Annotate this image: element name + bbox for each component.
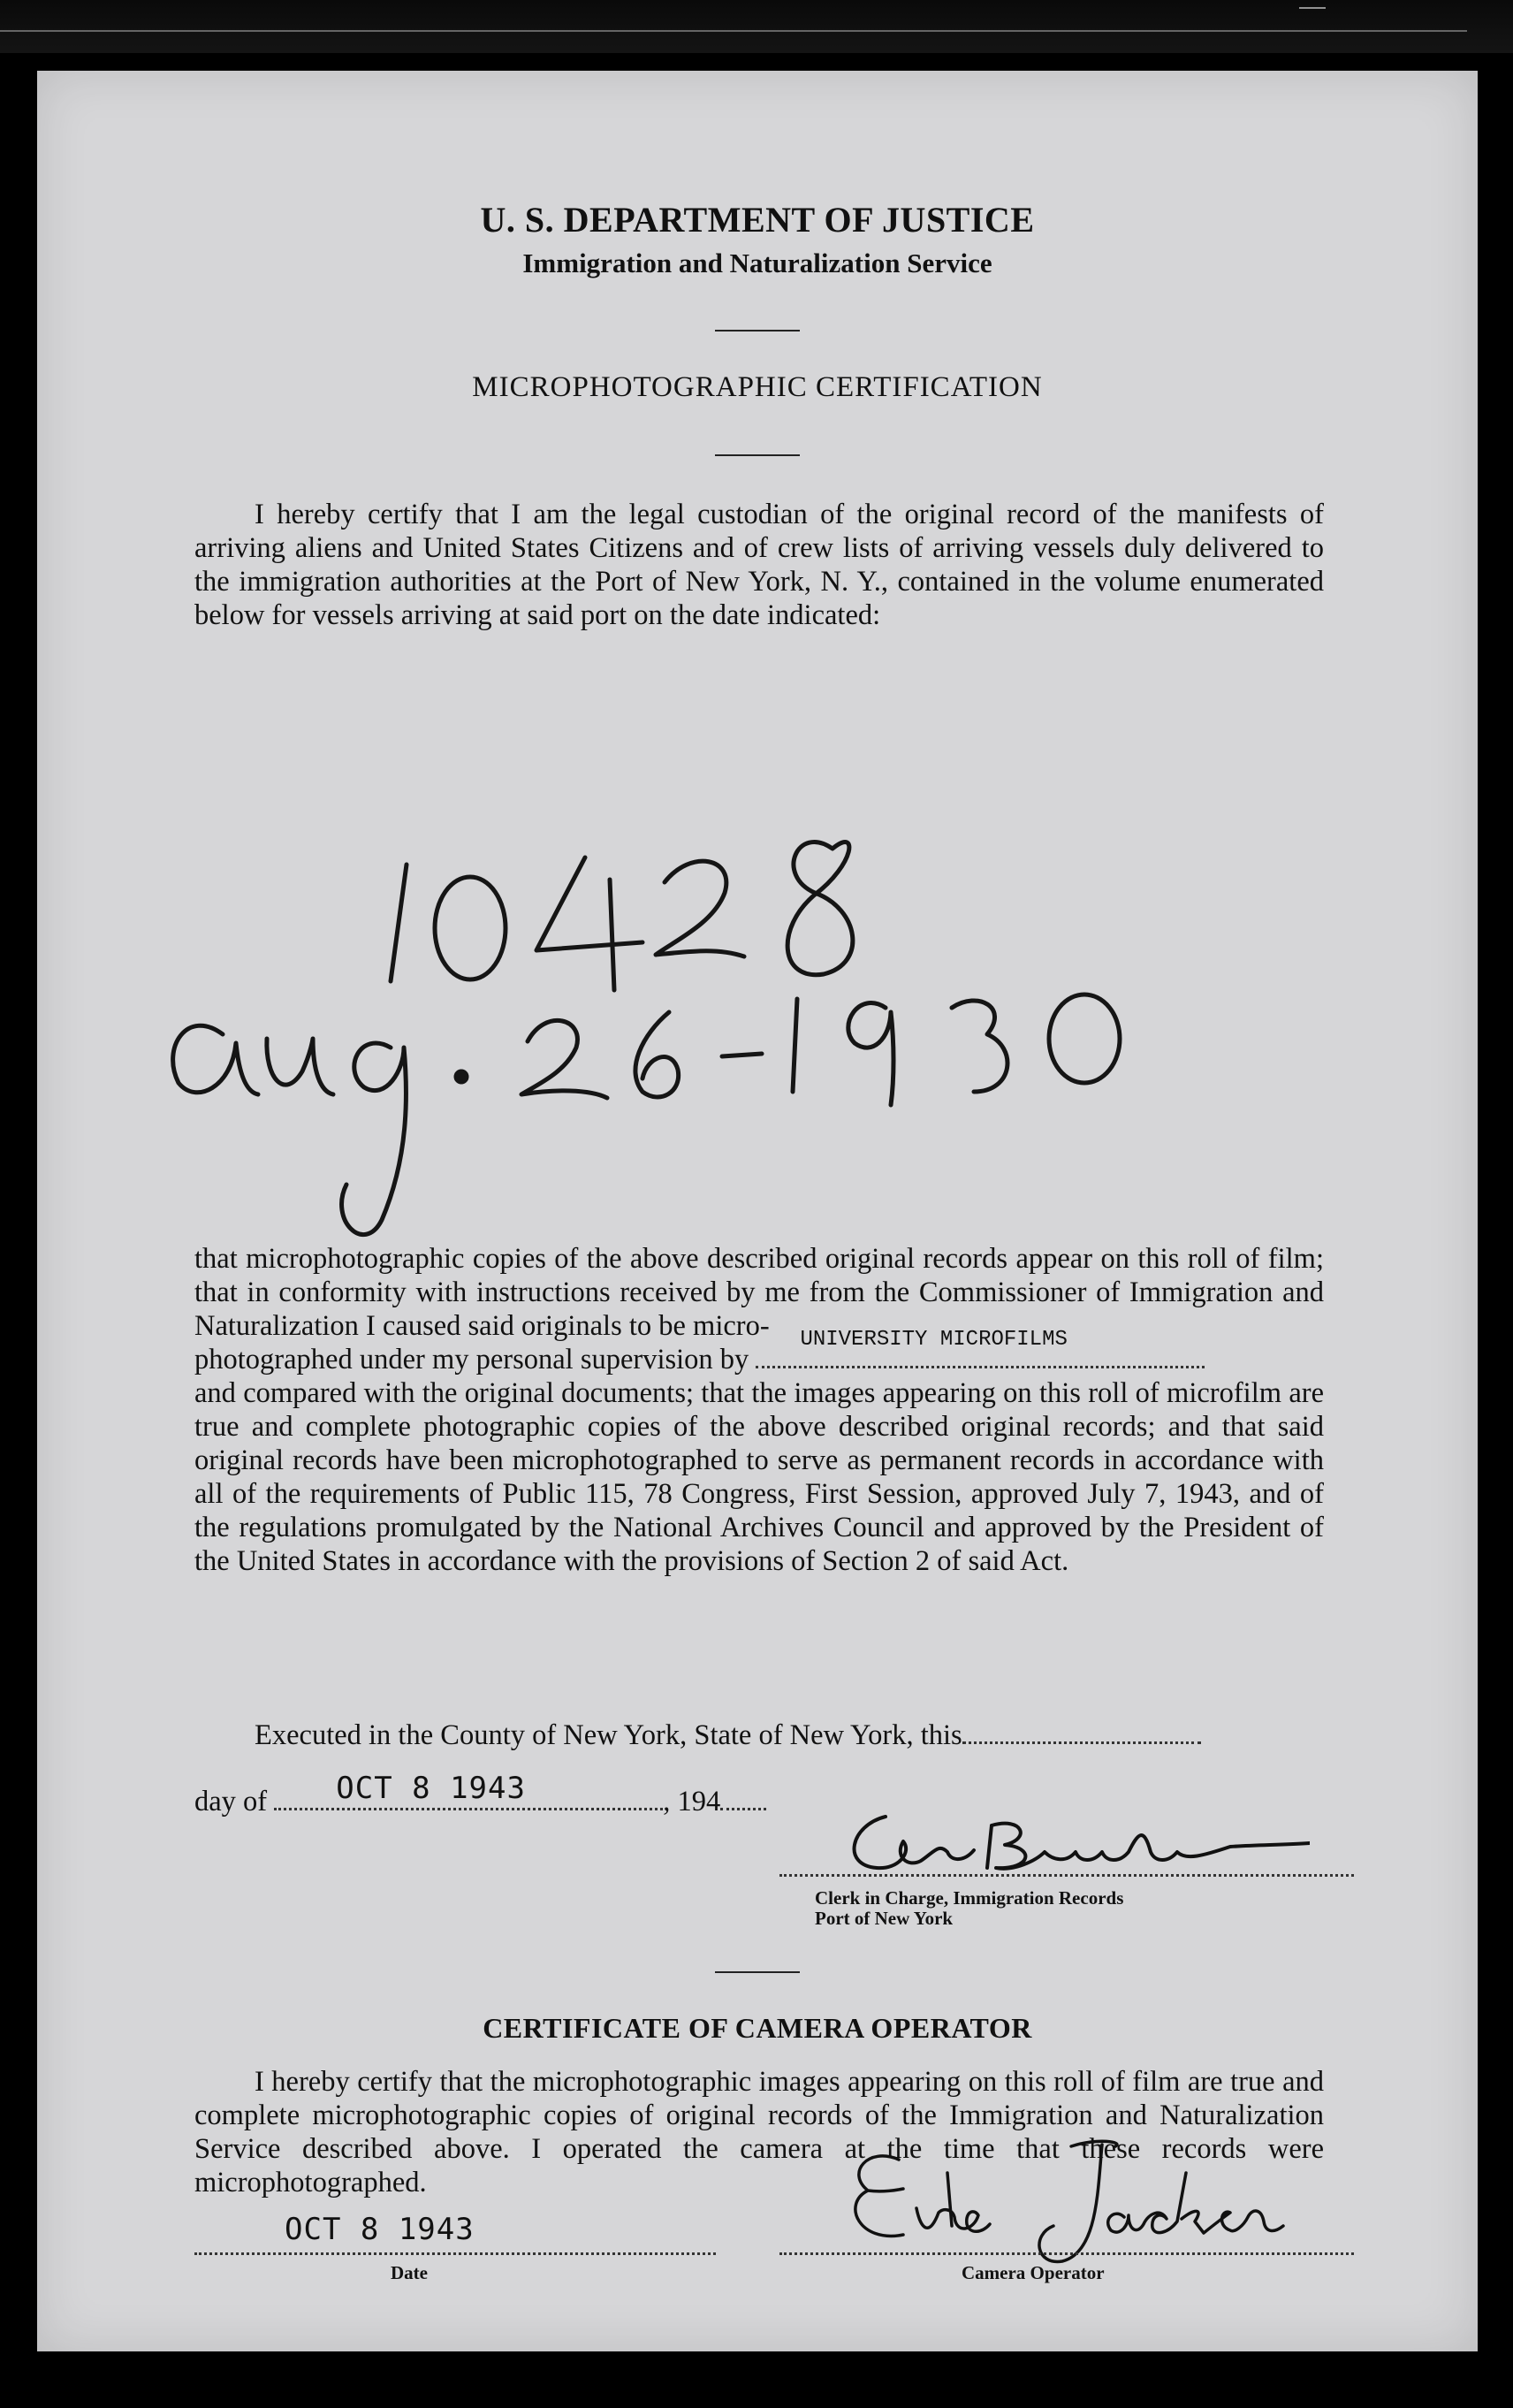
- body-text-part1: that microphotographic copies of the above described original records appear on this roll of film; that in conformity with instructions received by me from the Commissioner of Immigration and Naturalization I caused said originals to be micro-: [194, 1243, 1324, 1342]
- signature-stroke: [916, 2208, 990, 2231]
- handwritten-period: [456, 1071, 467, 1082]
- supervision-prefix: photographed under my personal supervision by: [194, 1344, 749, 1375]
- handwritten-digit-4: [536, 857, 642, 990]
- handwritten-dash: [722, 1054, 762, 1056]
- department-title: U. S. DEPARTMENT OF JUSTICE: [480, 200, 1035, 240]
- operator-text: I hereby certify that the microphotographic images appearing on this roll of film are true and complete microphotographic copies of original records of the Immigration and Naturalization Service described above. I operated the camera at the time that these records were microphotographed.: [194, 2066, 1324, 2198]
- signature-stroke: [1039, 2141, 1117, 2261]
- year-prefix: , 194: [663, 1786, 721, 1817]
- handwritten-digit-9: [848, 1003, 893, 1105]
- executed-day-field: [962, 1720, 1201, 1744]
- handwritten-digit-1b: [793, 999, 797, 1092]
- film-edge-strip: [0, 0, 1513, 53]
- certificate-sheet: [37, 71, 1478, 2351]
- operator-signature-line: [779, 2252, 1354, 2255]
- body-text-part2: and compared with the original documents; that the images appearing on this roll of microfilm are true and complete photographic copies of the above described original records; and that said original records have been microphotographed to serve as permanent records in accordance with all of the requirements of Public 115, 78 Congress, First Session, approved July 7, 1943, and of the regulations promulgated by the National Archives Council and approved by the President of the United States in accordance with the provisions of Section 2 of said Act.: [194, 1377, 1324, 1577]
- signature-stroke: [947, 2173, 952, 2226]
- divider: [715, 330, 800, 331]
- handwritten-digit-2b: [521, 1020, 607, 1098]
- handwritten-digit-0: [435, 877, 506, 979]
- camera-operator-caption: Camera Operator: [962, 2262, 1105, 2283]
- intro-paragraph: [194, 498, 1324, 632]
- signature-stroke: [1108, 2173, 1283, 2233]
- body-paragraph: [194, 1242, 1324, 1578]
- clerk-caption-port: Port of New York: [815, 1908, 954, 1929]
- clerk-caption-title: Clerk in Charge, Immigration Records: [815, 1887, 1124, 1909]
- handwritten-letter-g: [342, 1043, 407, 1235]
- year-field: [720, 1787, 766, 1810]
- handwritten-entry: [125, 743, 1274, 1255]
- intro-text: I hereby certify that I am the legal custodian of the original record of the manifests of arriving aliens and United States Citizens and of crew lists of arriving vessels duly delivered to the immigration authorities at the Port of New York, N. Y., contained in the volume enumerated below for vessels arriving at said port on the date indicated:: [194, 499, 1324, 631]
- day-of-line: [194, 1771, 766, 1818]
- signature-stroke: [855, 1817, 974, 1868]
- signature-stroke: [987, 1824, 1310, 1869]
- handwritten-digit-6: [635, 1012, 679, 1097]
- film-mark: [1299, 7, 1326, 9]
- handwritten-digit-8: [787, 842, 853, 975]
- day-of-label: day of: [194, 1786, 268, 1817]
- handwritten-digit-3: [952, 1001, 1007, 1092]
- film-scratch: [0, 30, 1467, 32]
- signature-stroke: [855, 2156, 903, 2236]
- divider: [715, 454, 800, 456]
- certification-title: MICROPHOTOGRAPHIC CERTIFICATION: [472, 371, 1043, 403]
- handwritten-letter-a: [173, 1025, 258, 1094]
- supervision-line: [194, 1328, 1324, 1376]
- execution-date-stamp: OCT 8 1943: [336, 1771, 526, 1806]
- clerk-signature: [815, 1799, 1310, 1883]
- execution-date-field: [274, 1771, 663, 1810]
- operator-date-stamp: OCT 8 1943: [285, 2212, 475, 2247]
- executed-line: [255, 1719, 1201, 1752]
- operator-signature: [833, 2120, 1292, 2275]
- handwritten-digit-1: [391, 865, 407, 981]
- handwritten-digit-0b: [1049, 994, 1120, 1083]
- clerk-signature-line: [779, 1874, 1354, 1877]
- clerk-caption: [815, 1888, 1123, 1929]
- executed-text: Executed in the County of New York, State of New York, this: [255, 1719, 962, 1751]
- handwritten-digit-2: [656, 861, 744, 956]
- handwritten-letter-u: [267, 1039, 333, 1094]
- operator-certificate-title: CERTIFICATE OF CAMERA OPERATOR: [483, 2012, 1032, 2044]
- service-subtitle: Immigration and Naturalization Service: [522, 248, 992, 278]
- date-caption: Date: [391, 2262, 428, 2283]
- supervisor-name: UNIVERSITY MICROFILMS: [800, 1328, 1068, 1352]
- operator-date-line: [194, 2252, 716, 2255]
- supervisor-field: [756, 1328, 1205, 1368]
- divider: [715, 1971, 800, 1973]
